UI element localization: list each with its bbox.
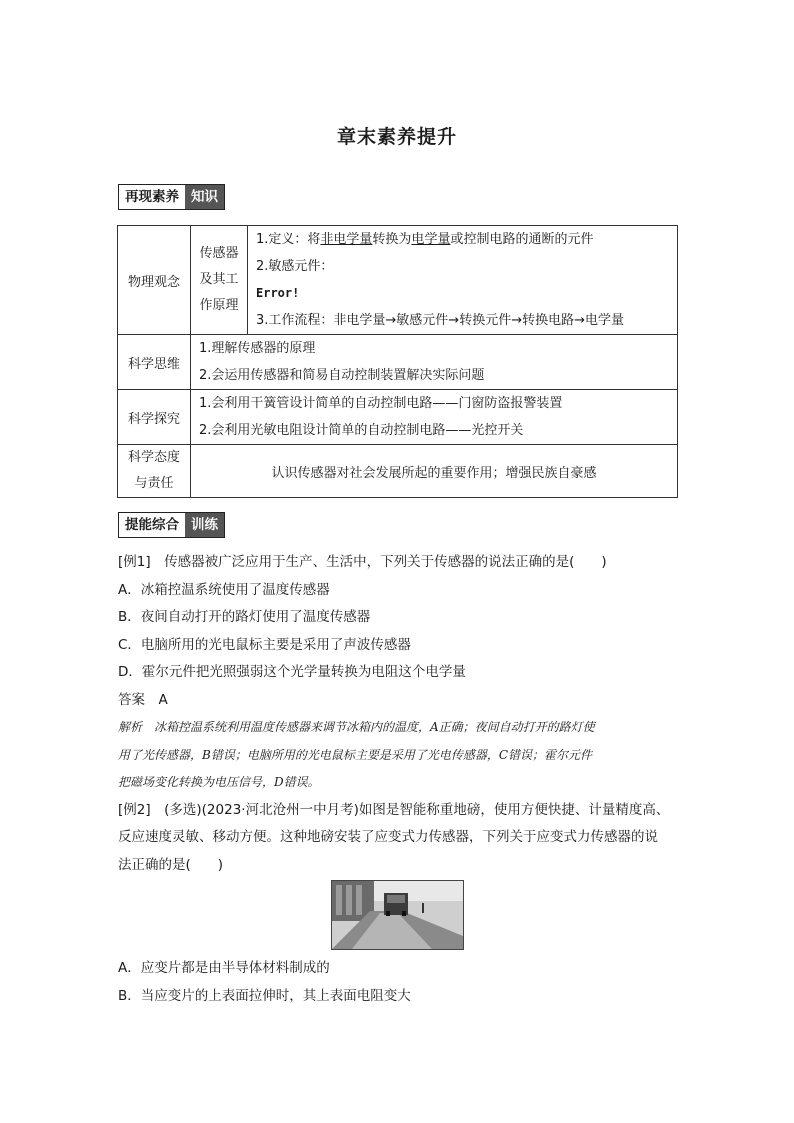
content-line: 2.会运用传感器和简易自动控制装置解决实际问题 xyxy=(199,368,485,383)
content-line: 1.会利用干簧管设计简单的自动控制电路——门窗防盗报警装置 xyxy=(199,396,563,411)
section-label: 提能综合 xyxy=(119,513,185,537)
example-2-options xyxy=(118,955,678,1010)
option-a: A．应变片都是由半导体材料制成的 xyxy=(118,960,330,976)
definition-line: 1.定义：将非电学量转换为电学量或控制电路的通断的元件 xyxy=(256,232,594,247)
sub-line: 传感器 xyxy=(199,246,239,261)
table-row xyxy=(118,445,678,498)
question-stem: [例1] 传感器被广泛应用于生产、生活中，下列关于传感器的说法正确的是( ) xyxy=(118,554,607,570)
category-cell: 科学探究 xyxy=(118,390,191,445)
category-cell: 科学思维 xyxy=(118,335,191,390)
sub-line: 作原理 xyxy=(199,298,239,313)
question-stem: [例2] (多选)(2023·河北沧州一中月考)如图是智能称重地磅，使用方便快捷、计量精度高、 xyxy=(118,801,670,818)
example-1 xyxy=(118,549,678,879)
option-d: D．霍尔元件把光照强弱这个光学量转换为电阻这个电学量 xyxy=(118,664,466,680)
category-cell: 物理观念 xyxy=(118,226,191,335)
content-cell xyxy=(248,226,678,335)
truck-scale-photo xyxy=(331,880,464,950)
category-cell xyxy=(118,445,191,498)
section-tag: 知识 xyxy=(185,185,224,209)
content-cell xyxy=(191,335,678,390)
section-label: 再现素养 xyxy=(119,185,185,209)
summary-table xyxy=(117,225,678,498)
error-text: Error! xyxy=(256,286,300,300)
option-a: A．冰箱控温系统使用了温度传感器 xyxy=(118,581,330,598)
subcategory-cell xyxy=(191,226,248,335)
sub-line: 及其工 xyxy=(199,272,239,287)
option-b: B．当应变片的上表面拉伸时，其上表面电阻变大 xyxy=(118,987,411,1004)
table-row xyxy=(118,226,678,335)
answer: 答案 A xyxy=(118,691,168,708)
analysis-line: 解析 冰箱控温系统利用温度传感器来调节冰箱内的温度，A正确；夜间自动打开的路灯使 xyxy=(118,720,595,734)
section-header-training xyxy=(118,512,225,538)
content-line: 1.理解传感器的原理 xyxy=(199,341,316,356)
table-row xyxy=(118,390,678,445)
category-line: 与责任 xyxy=(134,476,174,491)
sensitive-element-line: 2.敏感元件： xyxy=(256,259,334,274)
question-stem: 法正确的是( ) xyxy=(118,856,224,873)
question-stem: 反应速度灵敏、移动方便。这种地磅安装了应变式力传感器，下列关于应变式力传感器的说 xyxy=(118,829,658,845)
analysis-line: 用了光传感器，B错误；电脑所用的光电鼠标主要是采用了光电传感器，C错误；霍尔元件 xyxy=(118,747,593,762)
workflow-line: 3.工作流程：非电学量→敏感元件→转换元件→转换电路→电学量 xyxy=(256,313,624,328)
option-c: C．电脑所用的光电鼠标主要是采用了声波传感器 xyxy=(118,636,411,653)
content-cell xyxy=(191,390,678,445)
section-header-knowledge xyxy=(118,184,225,210)
analysis-line: 把磁场变化转换为电压信号，D错误。 xyxy=(118,775,320,789)
page-title: 章末素养提升 xyxy=(336,126,457,148)
content-line: 2.会利用光敏电阻设计简单的自动控制电路——光控开关 xyxy=(199,423,524,438)
category-line: 科学态度 xyxy=(127,450,180,465)
photo-image xyxy=(332,881,463,949)
option-b: B．夜间自动打开的路灯使用了温度传感器 xyxy=(118,609,371,625)
table-row xyxy=(118,335,678,390)
content-cell: 认识传感器对社会发展所起的重要作用；增强民族自豪感 xyxy=(191,445,678,498)
section-tag: 训练 xyxy=(185,513,224,537)
